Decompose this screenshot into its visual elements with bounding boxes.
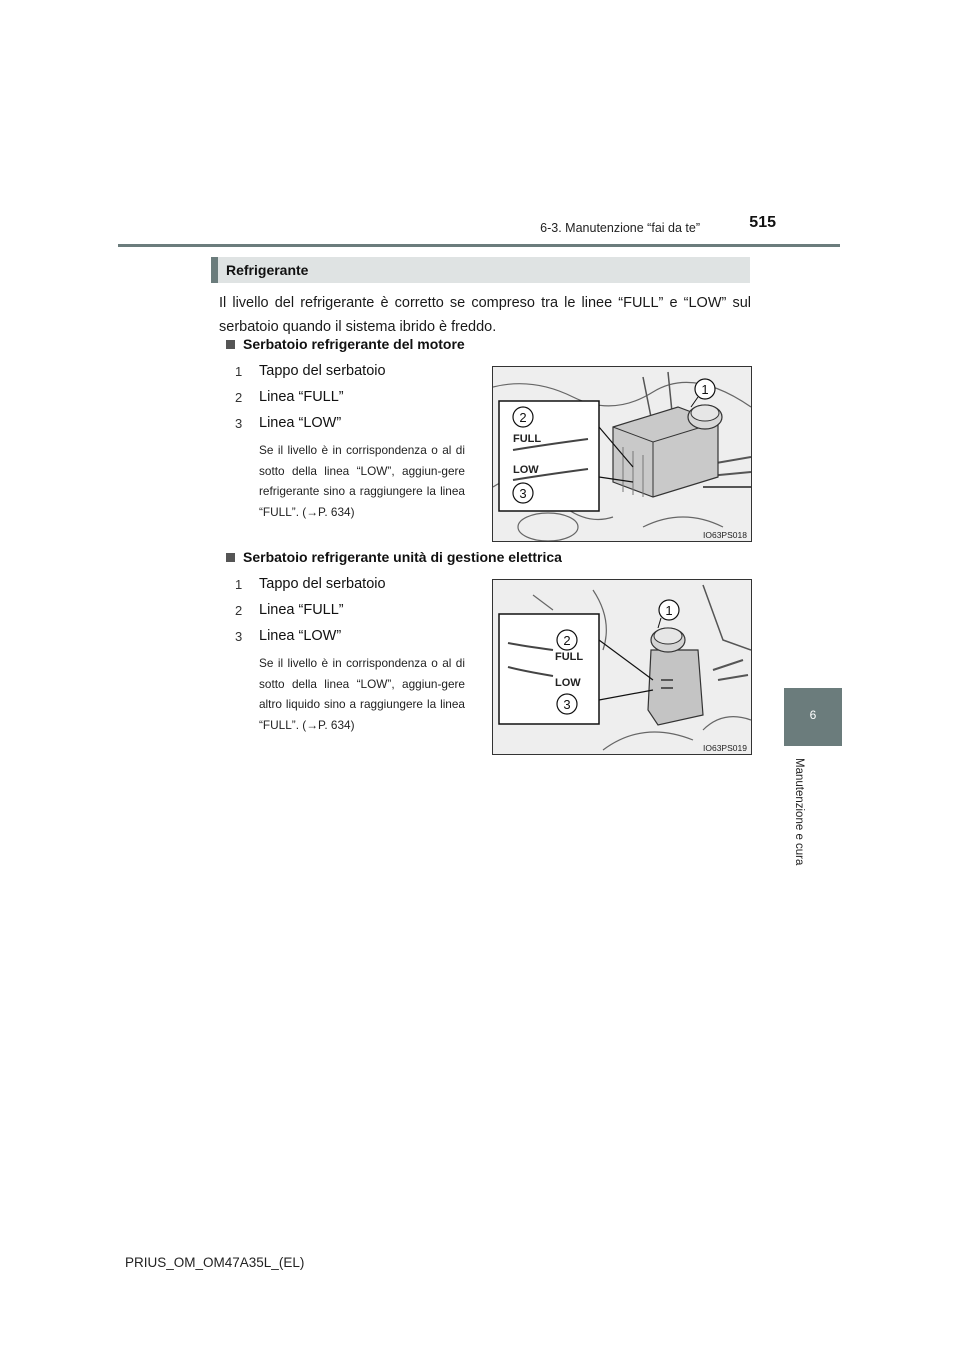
section-bar-accent — [211, 257, 218, 283]
item-label: Linea “FULL” — [259, 602, 344, 618]
note-text: Se il livello è in corrispondenza o al di sotto della linea “LOW”, aggiun-gere refrigerante sino a raggiungere la linea “FULL”. (→P. 634) — [259, 443, 465, 519]
item-number: 2 — [235, 390, 243, 405]
callout-3: 3 — [563, 697, 571, 712]
callout-1: 1 — [665, 603, 673, 618]
subsection-title: Serbatoio refrigerante unità di gestione elettrica — [243, 549, 562, 565]
pcu-coolant-reservoir-figure — [492, 579, 752, 755]
item-label: Tappo del serbatoio — [259, 576, 386, 592]
engine-coolant-reservoir-illustration — [493, 367, 751, 541]
low-marking: LOW — [555, 677, 581, 689]
figure-code: IO63PS019 — [703, 743, 747, 753]
item-number: 3 — [235, 629, 243, 644]
page-number: 515 — [749, 214, 776, 231]
full-marking: FULL — [555, 651, 584, 663]
callout-2: 2 — [563, 633, 571, 648]
item-number: 1 — [235, 364, 243, 379]
document-code: PRIUS_OM_OM47A35L_(EL) — [125, 1255, 305, 1270]
item-label: Tappo del serbatoio — [259, 363, 386, 379]
item-number: 1 — [235, 577, 243, 592]
pcu-coolant-reservoir-illustration — [493, 580, 751, 754]
header-rule — [118, 244, 840, 247]
subsection-title: Serbatoio refrigerante del motore — [243, 336, 465, 352]
callout-3: 3 — [519, 486, 527, 501]
chapter-tab-number: 6 — [809, 708, 817, 722]
item-number: 2 — [235, 603, 243, 618]
chapter-tab-title: Manutenzione e cura — [793, 758, 805, 866]
square-bullet-icon — [226, 553, 235, 562]
item-label: Linea “LOW” — [259, 628, 342, 644]
subsection-heading — [226, 336, 465, 352]
item-number: 3 — [235, 416, 243, 431]
figure-code: IO63PS018 — [703, 530, 747, 540]
full-marking: FULL — [513, 433, 542, 445]
section-title: Refrigerante — [226, 262, 309, 278]
header-section-title: 6-3. Manutenzione “fai da te” — [540, 221, 700, 235]
low-marking: LOW — [513, 464, 539, 476]
square-bullet-icon — [226, 340, 235, 349]
subsection-heading — [226, 549, 562, 565]
item-label: Linea “FULL” — [259, 389, 344, 405]
note-text: Se il livello è in corrispondenza o al di sotto della linea “LOW”, aggiun-gere altro liquido sino a raggiungere la linea “FULL”. (→P. 634) — [259, 656, 465, 732]
callout-2: 2 — [519, 410, 527, 425]
section-intro: Il livello del refrigerante è corretto se compreso tra le linee “FULL” e “LOW” sul serbatoio quando il sistema ibrido è freddo. — [219, 295, 751, 335]
callout-1: 1 — [701, 382, 709, 397]
item-label: Linea “LOW” — [259, 415, 342, 431]
engine-coolant-reservoir-figure — [492, 366, 752, 542]
